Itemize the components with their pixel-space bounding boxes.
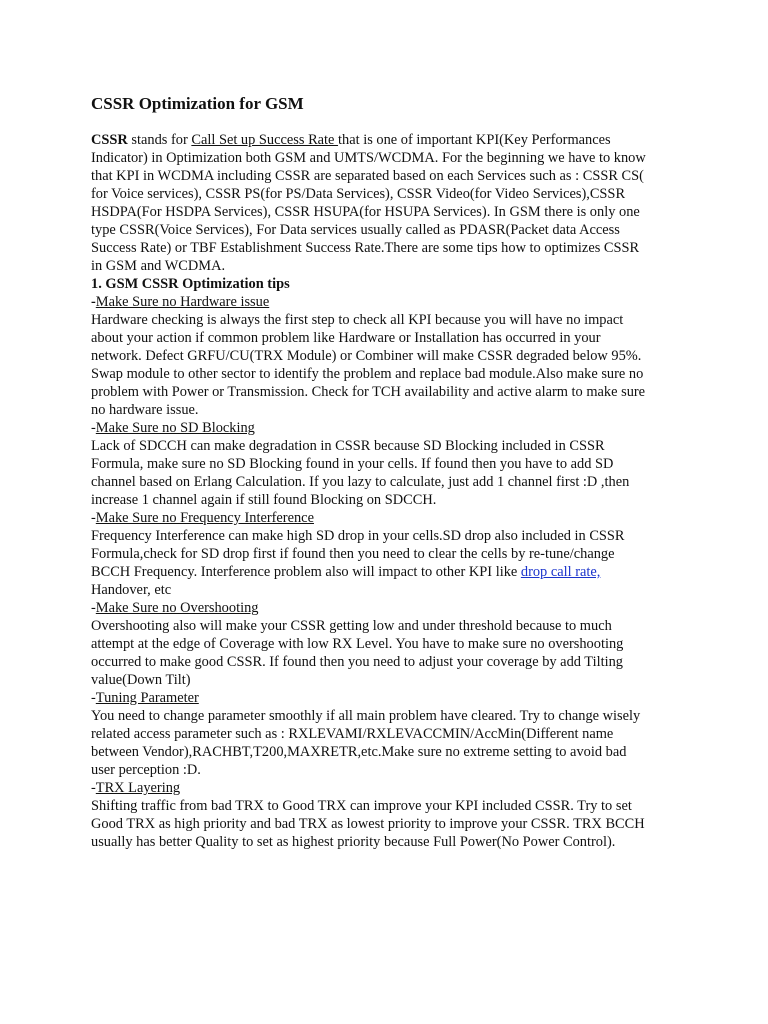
tip-line: related access parameter such as : RXLEVAMI/RXLEVACCMIN/AccMin(Different name (91, 726, 614, 742)
intro-line-1 (91, 131, 691, 149)
tip-line: about your action if common problem like Hardware or Installation has occurred in your (91, 330, 601, 346)
intro-line-6: type CSSR(Voice Services), For Data services usually called as PDASR(Packet data Access (91, 222, 620, 238)
drop-call-rate-link[interactable]: drop call rate, (520, 564, 601, 580)
tip-dash: - (91, 510, 96, 526)
tip-overshooting (91, 599, 691, 689)
tip-trx-layering (91, 779, 691, 851)
tip-dash: - (91, 420, 96, 436)
intro-paragraph (91, 131, 691, 275)
call-setup-success-rate-link[interactable]: Call Set up Success Rate (191, 132, 339, 148)
tip-line: value(Down Tilt) (91, 672, 191, 688)
tip-heading (91, 599, 691, 617)
tip-heading (91, 419, 691, 437)
tip-tuning-parameter (91, 689, 691, 779)
tip-line: Handover, etc (91, 582, 172, 598)
tip-line: Frequency Interference can make high SD drop in your cells.SD drop also included in CSSR (91, 528, 625, 544)
tip-line: attempt at the edge of Coverage with low RX Level. You have to make sure no overshooting (91, 636, 624, 652)
tip-line: Swap module to other sector to identify the problem and replace bad module.Also make sure no (91, 366, 644, 382)
tip-heading (91, 689, 691, 707)
document-body (91, 131, 691, 851)
tip-line: Formula,check for SD drop first if found then you need to clear the cells by re-tune/change (91, 546, 615, 562)
intro-line-7: Success Rate) or TBF Establishment Success Rate.There are some tips how to optimizes CSSR (91, 240, 640, 256)
tip-heading (91, 509, 691, 527)
intro-line-3: that KPI in WCDMA including CSSR are separated based on each Services such as : CSSR CS( (91, 168, 644, 184)
tip-line: You need to change parameter smoothly if all main problem have cleared. Try to change wisely (91, 708, 641, 724)
tip-heading-label: Make Sure no Hardware issue (95, 294, 270, 310)
tip-line: channel based on Erlang Calculation. If you lazy to calculate, just add 1 channel first :D ,then (91, 474, 630, 490)
section-heading: 1. GSM CSSR Optimization tips (91, 276, 290, 292)
tip-line: between Vendor),RACHBT,T200,MAXRETR,etc.Make sure no extreme setting to avoid bad (91, 744, 627, 760)
tip-line: Shifting traffic from bad TRX to Good TRX can improve your KPI included CSSR. Try to set (91, 798, 632, 814)
tip-dash: - (91, 780, 96, 796)
tip-line: Overshooting also will make your CSSR getting low and under threshold because to much (91, 618, 612, 634)
tip-line: usually has better Quality to set as highest priority because Full Power(No Power Control). (91, 834, 616, 850)
tip-line (91, 563, 691, 581)
page-title: CSSR Optimization for GSM (91, 94, 304, 113)
tip-line: occurred to make good CSSR. If found then you need to adjust your coverage by add Tilting (91, 654, 623, 670)
tip-heading-label: Tuning Parameter (95, 690, 199, 706)
tip-line: Formula, make sure no SD Blocking found in your cells. If found then you have to add SD (91, 456, 614, 472)
intro-line-8: in GSM and WCDMA. (91, 258, 226, 274)
tip-line: Hardware checking is always the first step to check all KPI because you will have no impact (91, 312, 624, 328)
tip-hardware (91, 293, 691, 419)
tip-line: problem with Power or Transmission. Check for TCH availability and active alarm to make sure (91, 384, 646, 400)
tip-heading (91, 779, 691, 797)
tip-line: no hardware issue. (91, 402, 199, 418)
tip-sd-blocking (91, 419, 691, 509)
tip-line: Good TRX as high priority and bad TRX as lowest priority to improve your CSSR. TRX BCCH (91, 816, 645, 832)
tip-heading (91, 293, 691, 311)
cssr-term: CSSR (91, 132, 128, 148)
intro-line-4: for Voice services), CSSR PS(for PS/Data Services), CSSR Video(for Video Services),CSSR (91, 186, 626, 202)
intro-text: that is one of important KPI(Key Performances (338, 132, 611, 148)
tip-heading-label: Make Sure no Frequency Interference (95, 510, 314, 526)
tip-line: Lack of SDCCH can make degradation in CSSR because SD Blocking included in CSSR (91, 438, 605, 454)
tip-line-text: BCCH Frequency. Interference problem also will impact to other KPI like (91, 564, 521, 580)
intro-line-2: Indicator) in Optimization both GSM and UMTS/WCDMA. For the beginning we have to know (91, 150, 646, 166)
tip-heading-label: Make Sure no Overshooting (95, 600, 259, 616)
tip-frequency-interference (91, 509, 691, 599)
tip-line: network. Defect GRFU/CU(TRX Module) or Combiner will make CSSR degraded below 95%. (91, 348, 642, 364)
tip-heading-label: Make Sure no SD Blocking (95, 420, 255, 436)
tip-dash: - (91, 294, 96, 310)
tip-dash: - (91, 690, 96, 706)
tip-line: increase 1 channel again if still found Blocking on SDCCH. (91, 492, 437, 508)
tip-heading-label: TRX Layering (95, 780, 181, 796)
intro-line-5: HSDPA(For HSDPA Services), CSSR HSUPA(for HSUPA Services). In GSM there is only one (91, 204, 640, 220)
tip-line: user perception :D. (91, 762, 201, 778)
tip-dash: - (91, 600, 96, 616)
intro-text: stands for (127, 132, 192, 148)
